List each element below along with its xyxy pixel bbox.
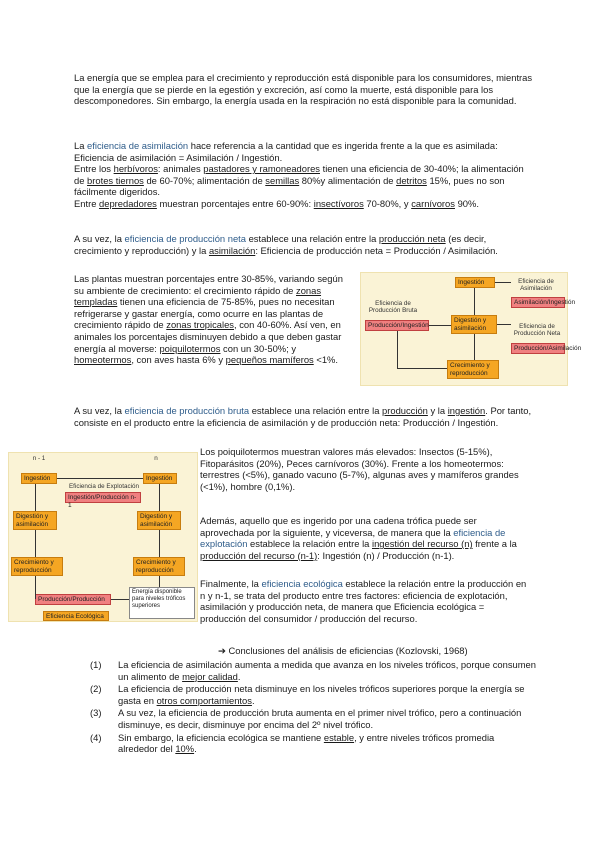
- term-assimilation-efficiency: eficiencia de asimilación: [87, 140, 189, 151]
- text: y la: [427, 405, 448, 416]
- ecological-efficiency-box: Eficiencia Ecológica: [43, 611, 109, 621]
- term: poiquilotermos: [159, 342, 221, 354]
- term-ecological-efficiency: eficiencia ecológica: [261, 578, 343, 589]
- text: , con 40-60%. Así ven, en animales los porcentajes disminuyen debido a que deben gastar energía al moverse:: [74, 319, 342, 354]
- term: depredadores: [99, 197, 157, 209]
- term: pequeños mamíferos: [225, 354, 314, 366]
- term: herbívoros: [113, 163, 158, 175]
- digestion-left-box: Digestión y asimilación: [13, 511, 57, 530]
- ingestion-box: Ingestión: [455, 277, 495, 288]
- term: brotes tiernos: [87, 174, 144, 186]
- text: La eficiencia de asimilación aumenta a medida que avanza en los niveles tróficos, porque consumen un alimento de: [118, 659, 536, 682]
- text: . Por tanto, consiste en el producto entre la eficiencia de asimilación y de producción neta: Producción / Ingestión.: [74, 405, 532, 428]
- production-ingestion-box: Producción/Ingestión: [365, 320, 429, 331]
- paragraph-energy: La energía que se emplea para el crecimiento y reproducción está disponible para los consumidores, mientras que la energía que se pierde en la egestión y excreción, así como la muerte, está disponible para los descomponedores. Sin embargo, la energía usada en la respiración no está disponible para la comunidad.: [74, 72, 533, 107]
- production-production-box: Producción/Producción: [35, 594, 111, 605]
- text: Sin embargo, la eficiencia ecológica se mantiene: [118, 731, 324, 743]
- growth-left-box: Crecimiento y reproducción: [11, 557, 63, 576]
- text: establece la relación entre la producción en n y n-1, se trata del producto entre tres factores: eficiencia de explotación, asimilación y producción neta, de manera que Eficiencia ecológica = producción del consumidor / producción del recurso.: [200, 578, 527, 624]
- text: La eficiencia de producción neta disminuye en los niveles tróficos superiores porque la energía se gasta en: [118, 683, 525, 706]
- text: , con aves hasta 6% y: [131, 354, 226, 366]
- term: insectívoros: [313, 197, 364, 209]
- connector-line: [397, 368, 447, 369]
- ingestion-box: Ingestión: [21, 473, 57, 484]
- connector-line: [159, 484, 160, 511]
- term: homeotermos: [74, 354, 132, 366]
- text: 90%.: [454, 197, 479, 209]
- growth-right-box: Crecimiento y reproducción: [133, 557, 185, 576]
- connector-line: [497, 324, 511, 325]
- term: mejor calidad: [182, 670, 238, 682]
- efficiency-diagram-1: [360, 272, 582, 386]
- connector-line: [429, 325, 451, 326]
- term: carnívoros: [411, 197, 455, 209]
- list-number: (1): [90, 659, 102, 670]
- text: , y entre niveles tróficos promedia alrededor del: [118, 731, 495, 755]
- conclusions-list: [90, 659, 536, 756]
- conclusions-title: ➔ Conclusiones del análisis de eficiencias (Kozlovski, 1968): [218, 645, 468, 656]
- term-gross-production-efficiency: eficiencia de producción bruta: [124, 405, 250, 416]
- connector-line: [35, 484, 36, 511]
- text: de 60-70%; alimentación de: [143, 174, 266, 186]
- level-n-label: n: [154, 455, 158, 462]
- text: frente a la: [472, 538, 517, 550]
- paragraph-exploitation: [200, 515, 530, 561]
- paragraph-ecological: [200, 578, 530, 624]
- text: Finalmente, la: [200, 578, 262, 589]
- text: A su vez, la eficiencia de producción bruta aumenta en el primer nivel trófico, pero a continuación disminuye, es decir, disminuye por encima del 2º nivel trófico.: [118, 707, 522, 730]
- connector-line: [397, 331, 398, 368]
- list-item: [90, 732, 536, 755]
- text: .: [237, 670, 241, 682]
- growth-box: Crecimiento y reproducción: [447, 360, 499, 379]
- text: muestran porcentajes entre 60-90%:: [156, 197, 314, 209]
- term: zonas templadas: [74, 284, 322, 308]
- text: 80%y alimentación de: [299, 174, 397, 186]
- term: zonas tropicales: [166, 319, 234, 331]
- connector-line: [35, 576, 36, 599]
- term: producción: [382, 405, 428, 416]
- text: establece la relación entre la: [247, 538, 372, 550]
- paragraph-net-production: [74, 233, 534, 256]
- energy-available-box: Energía disponible para niveles tróficos superiores: [129, 587, 195, 619]
- text: Las plantas muestran porcentajes entre 30-85%, variando según su ambiente de crecimiento: el crecimiento rápido de: [74, 273, 343, 296]
- digestion-box: Digestión y asimilación: [451, 315, 497, 334]
- connector-line: [159, 576, 160, 587]
- list-number: (3): [90, 707, 102, 719]
- text: establece una relación entre la: [245, 233, 379, 244]
- paragraph-poikilotherms: Los poiquilotermos muestran valores más elevados: Insectos (5-15%), Fitoparásitos (20%), Peces carnívoros (30%). Frente a los homeotermos: terrestres (<5%), ganado vacuno (5-7%), algunas aves y mamíferos grandes (<1%), hombre (0,1%).: [200, 446, 519, 492]
- connector-line: [111, 599, 129, 600]
- text: Además, aquello que es ingerido por una cadena trófica puede ser aprovechada por la siguiente, y viceversa, de manera que la: [200, 515, 477, 538]
- digestion-right-box: Digestión y asimilación: [137, 511, 181, 530]
- term: 10%: [175, 743, 195, 755]
- term: semillas: [265, 174, 300, 186]
- connector-line: [474, 334, 475, 360]
- paragraph-gross-production: [74, 405, 534, 428]
- text: <1%.: [313, 354, 338, 366]
- text: : Ingestión (n) / Producción (n-1).: [317, 549, 455, 561]
- term: detritos: [396, 174, 427, 186]
- connector-line: [35, 530, 36, 557]
- production-assimilation-box: Producción/Asimilación: [511, 343, 565, 354]
- text: con un 30-50%; y: [220, 342, 297, 354]
- text: A su vez, la: [74, 233, 125, 244]
- text: : animales: [157, 163, 204, 175]
- exploitation-efficiency-label: Eficiencia de Explotación: [68, 483, 139, 490]
- paragraph-assimilation: [74, 140, 534, 210]
- ingestion-n-box: Ingestión: [143, 473, 177, 484]
- text: establece una relación entre la: [249, 405, 383, 416]
- text: Entre los: [74, 163, 114, 175]
- text: (es decir, crecimiento y reproducción) y la: [74, 233, 487, 256]
- text: tienen una eficiencia de 75-85%, pues no necesitan refrigerarse y gastar energía, como ocurre en las plantas de crecimiento rápido de: [74, 296, 335, 331]
- text: .: [194, 743, 197, 755]
- text: 15%, pues no son fácilmente digeridos.: [74, 174, 505, 198]
- connector-line: [159, 530, 160, 557]
- assimilation-efficiency-label: Eficiencia de Asimilación: [518, 278, 554, 293]
- level-n-minus-1-label: n - 1: [32, 455, 46, 462]
- paragraph-plants: [74, 273, 346, 366]
- term-net-production-efficiency: eficiencia de producción neta: [124, 233, 246, 244]
- efficiency-diagram-2: [8, 452, 198, 622]
- list-number: (2): [90, 683, 102, 695]
- term: producción del recurso (n-1): [200, 549, 318, 561]
- term: ingestión del recurso (n): [372, 538, 473, 550]
- list-item: [90, 659, 536, 682]
- list-item: [90, 683, 536, 706]
- text: La: [74, 140, 88, 151]
- text: : Eficiencia de producción neta = Producción / Asimilación.: [255, 244, 498, 256]
- term: asimilación: [208, 244, 256, 256]
- term: otros comportamientos: [156, 694, 252, 706]
- term: estable: [323, 731, 355, 743]
- term: ingestión: [447, 405, 486, 416]
- connector-line: [57, 478, 143, 479]
- net-production-label: Eficiencia de Producción Neta: [513, 323, 561, 338]
- text: tienen una eficiencia de 30-40%; la alimentación de: [74, 163, 524, 186]
- text: 70-80%, y: [363, 197, 412, 209]
- term: pastadores y ramoneadores: [203, 163, 320, 175]
- text: A su vez, la: [74, 405, 125, 416]
- ingestion-production-box: Ingestión/Producción n-1: [65, 492, 141, 503]
- text: Entre: [74, 197, 100, 209]
- assimilation-ingestion-box: Asimilación/Ingestión: [511, 297, 565, 308]
- text: hace referencia a la cantidad que es ingerida frente a la que es asimilada: Eficiencia de asimilación = Asimilación / Ingestión.: [74, 140, 498, 163]
- list-number: (4): [90, 731, 102, 743]
- connector-line: [495, 282, 511, 283]
- term-exploitation-efficiency: eficiencia de explotación: [200, 526, 506, 550]
- connector-line: [474, 288, 475, 315]
- text: .: [251, 694, 255, 706]
- term: producción neta: [378, 233, 446, 244]
- list-item: [90, 707, 536, 730]
- gross-production-label: Eficiencia de Producción Bruta: [368, 300, 418, 315]
